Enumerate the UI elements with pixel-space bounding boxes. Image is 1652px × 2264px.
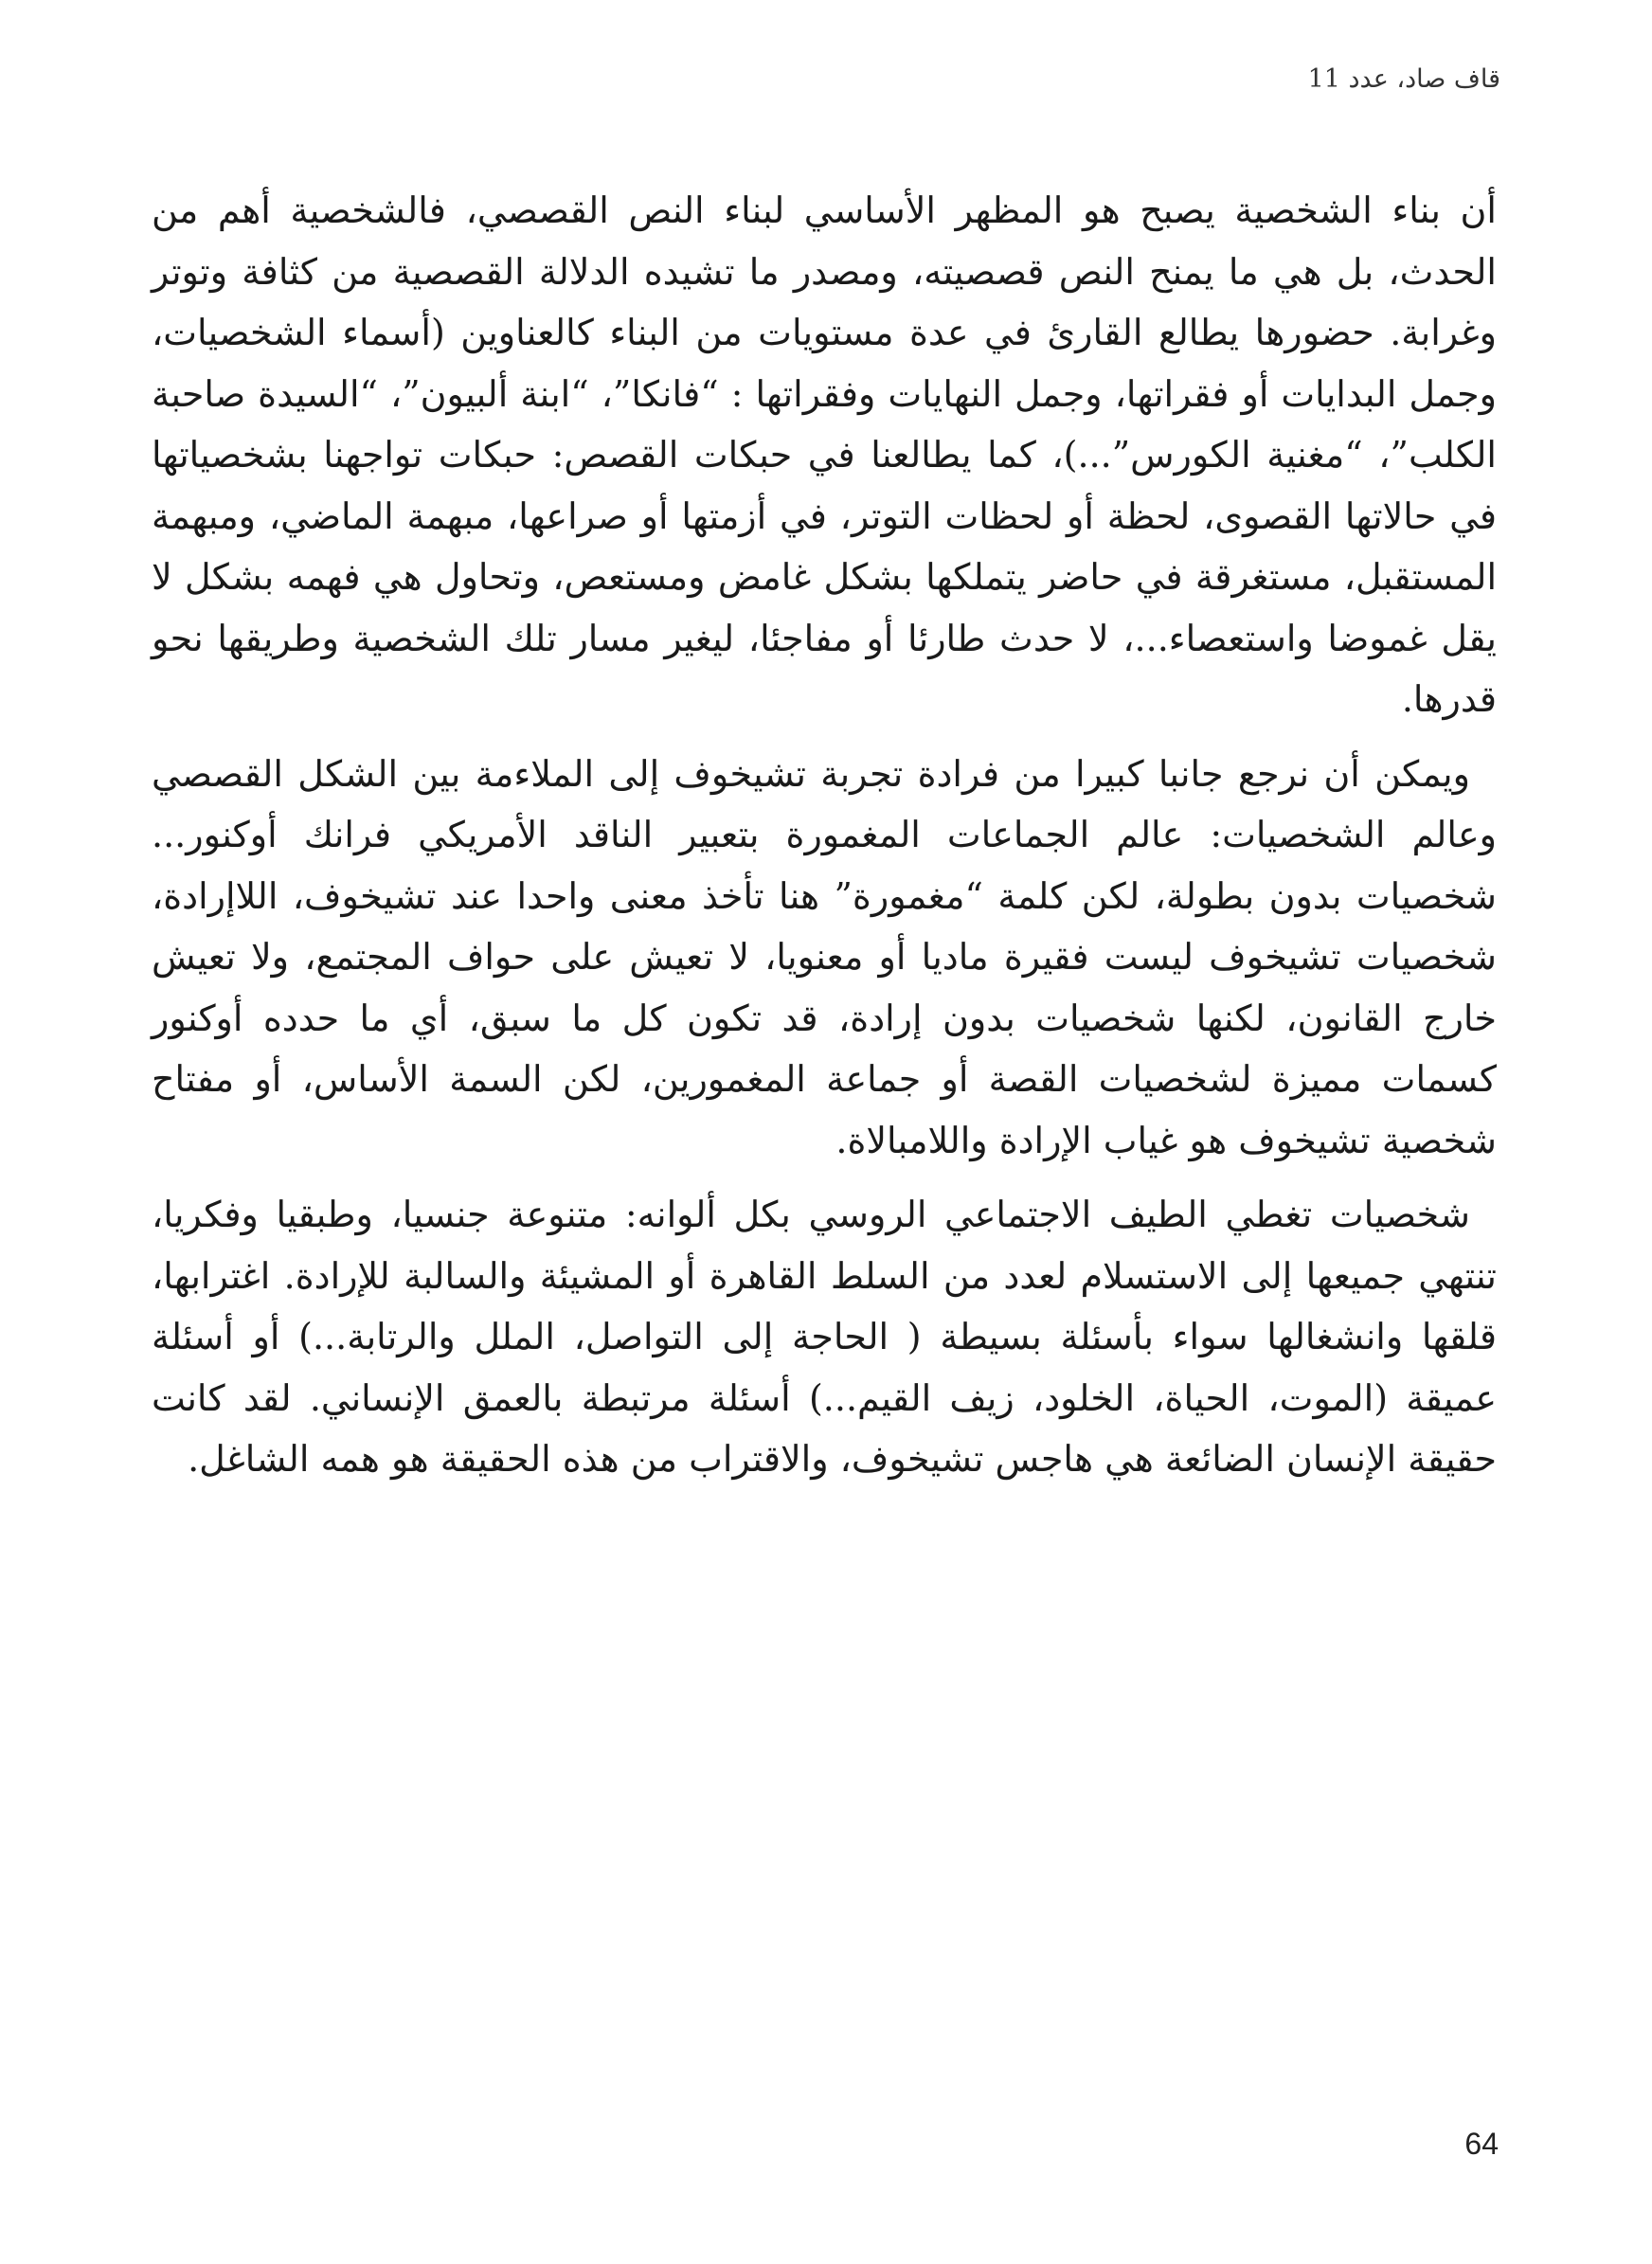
page-number: 64: [1464, 2127, 1499, 2161]
paragraph-3: شخصيات تغطي الطيف الاجتماعي الروسي بكل ألوانه: متنوعة جنسيا، وطبقيا وفكريا، تنتهي جميعها إلى الاستسلام لعدد من السلط القاهرة أو المشيئة والسالبة للإرادة. اغترابها، قلقها وانشغالها سواء بأسئلة بسيطة ( الحاجة إلى التواصل، الملل والرتابة...) أو أسئلة عميقة (الموت، الحياة، الخلود، زيف القيم...) أسئلة مرتبطة بالعمق الإنساني. لقد كانت حقيقة الإنسان الضائعة هي هاجس تشيخوف، والاقتراب من هذه الحقيقة هو همه الشاغل.: [152, 1194, 1497, 1480]
paragraph-2: ويمكن أن نرجع جانبا كبيرا من فرادة تجربة تشيخوف إلى الملاءمة بين الشكل القصصي وعالم الشخصيات: عالم الجماعات المغمورة بتعبير الناقد الأمريكي فرانك أوكنور... شخصيات بدون بطولة، لكن كلمة “مغمورة” هنا تأخذ معنى واحدا عند تشيخوف، اللاإرادة، شخصيات تشيخوف ليست فقيرة ماديا أو معنويا، لا تعيش على حواف المجتمع، ولا تعيش خارج القانون، لكنها شخصيات بدون إرادة، قد تكون كل ما سبق، أي ما حدده أوكنور كسمات مميزة لشخصيات القصة أو جماعة المغمورين، لكن السمة الأساس، أو مفتاح شخصية تشيخوف هو غياب الإرادة واللامبالاة.: [152, 752, 1497, 1161]
running-header: قاف صاد، عدد 11: [1307, 64, 1500, 94]
paragraph-1: أن بناء الشخصية يصبح هو المظهر الأساسي لبناء النص القصصي، فالشخصية أهم من الحدث، بل هي ما يمنح النص قصصيته، ومصدر ما تشيده الدلالة القصصية من كثافة وتوتر وغرابة. حضورها يطالع القارئ في عدة مستويات من البناء كالعناوين (أسماء الشخصيات، وجمل البدايات أو فقراتها، وجمل النهايات وفقراتها : “فانكا”، “ابنة ألبيون”، “السيدة صاحبة الكلب”، “مغنية الكورس”...)، كما يطالعنا في حبكات القصص: حبكات تواجهنا بشخصياتها في حالاتها القصوى، لحظة أو لحظات التوتر، في أزمتها أو صراعها، مبهمة الماضي، ومبهمة المستقبل، مستغرقة في حاضر يتملكها بشكل غامض ومستعص، وتحاول هي فهمه بشكل لا يقل غموضا واستعصاء...، لا حدث طارئا أو مفاجئا، ليغير مسار تلك الشخصية وطريقها نحو قدرها.: [152, 189, 1497, 720]
body-text: [152, 180, 1497, 1490]
